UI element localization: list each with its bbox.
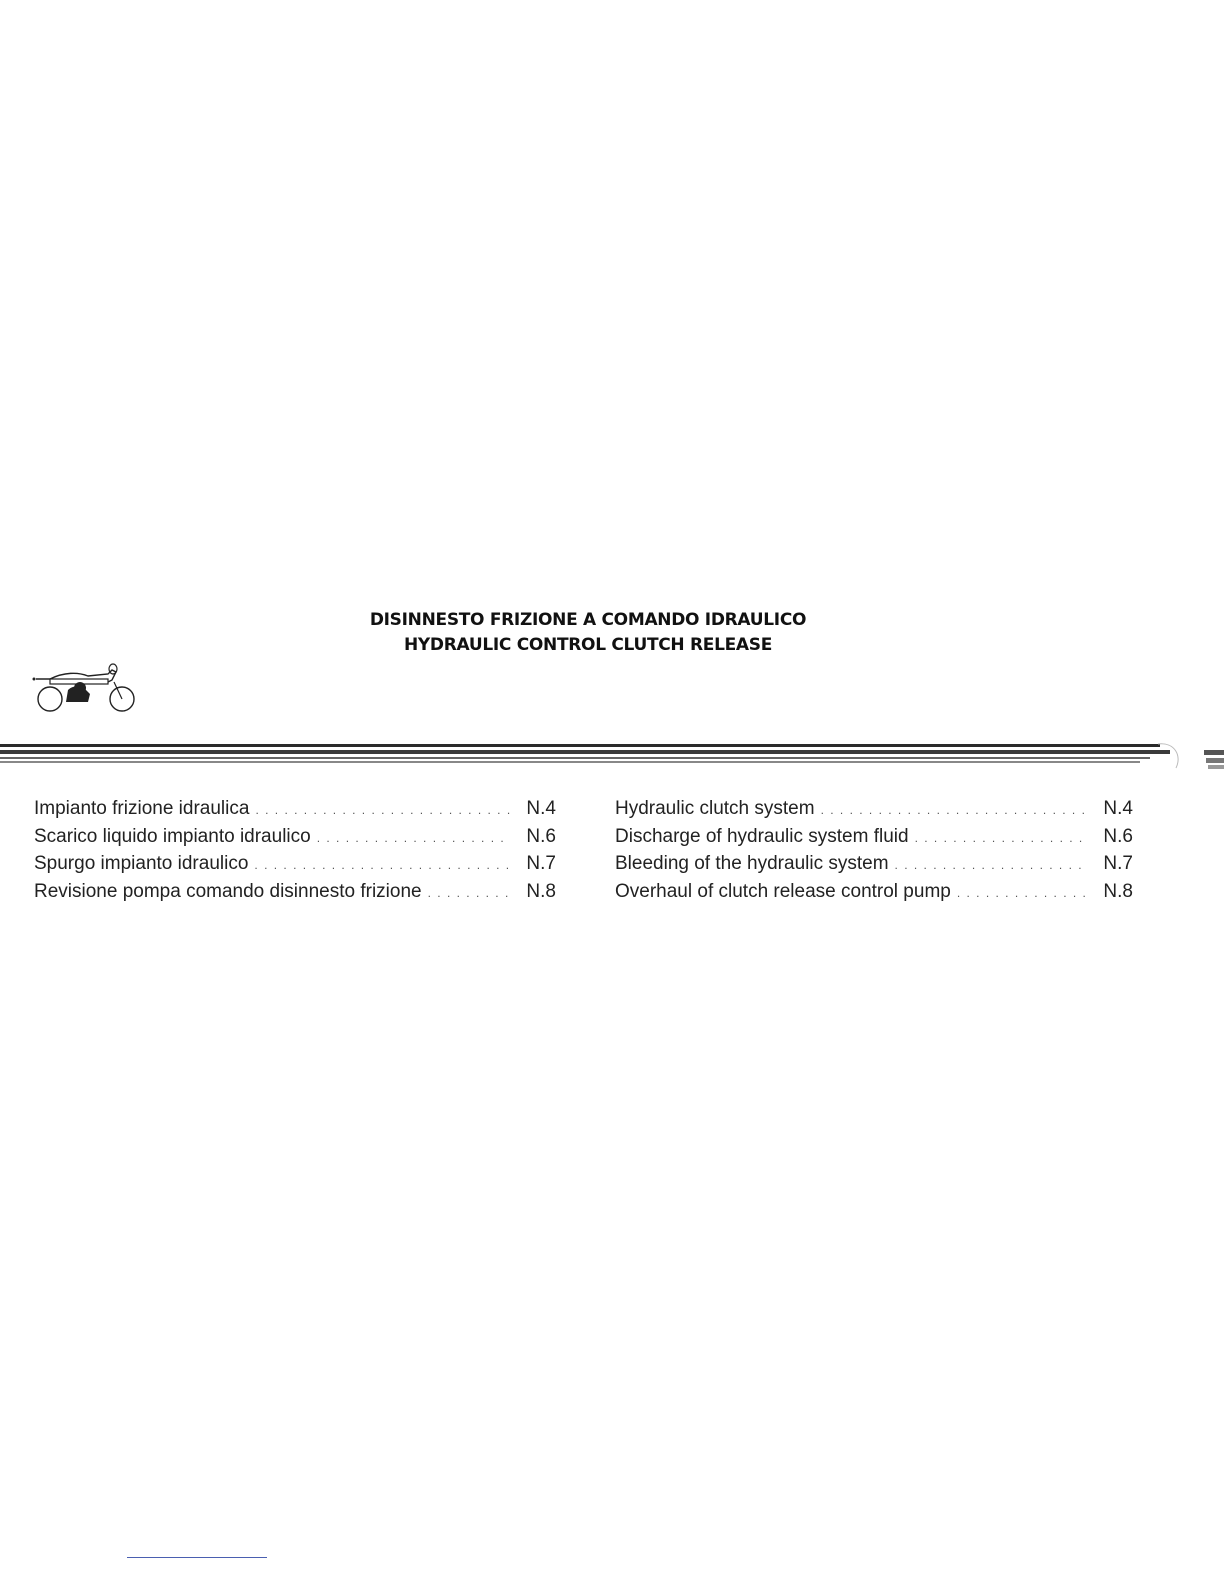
leader-dots [428, 881, 510, 907]
leader-dots [915, 826, 1087, 852]
entry-ref: N.7 [526, 853, 556, 874]
entry-title: Impianto frizione idraulica [34, 798, 250, 819]
entry-ref: N.6 [1103, 825, 1133, 847]
contents-entry[interactable] [34, 824, 556, 852]
leader-dots [317, 826, 510, 852]
leader-dots [957, 881, 1087, 907]
title-italian: DISINNESTO FRIZIONE A COMANDO IDRAULICO [369, 610, 807, 630]
header-rule [0, 742, 1224, 772]
contents-entry[interactable] [615, 879, 1133, 907]
leader-dots [821, 798, 1087, 824]
section-titles [0, 608, 1176, 658]
contents-entry[interactable] [34, 796, 556, 824]
entry-title: Bleeding of the hydraulic system [615, 853, 889, 874]
leader-dots [254, 853, 510, 879]
leader-dots [255, 798, 510, 824]
entry-ref: N.4 [1103, 798, 1133, 819]
contents-entry[interactable] [34, 879, 556, 907]
entry-title: Discharge of hydraulic system fluid [615, 825, 909, 847]
contents-list-italian [34, 796, 556, 906]
entry-title: Spurgo impianto idraulico [34, 853, 249, 874]
contents-list-english [615, 796, 1133, 906]
contents-entry[interactable] [615, 851, 1133, 879]
entry-title: Revisione pompa comando disinnesto frizione [34, 880, 422, 902]
leader-dots [895, 853, 1087, 879]
title-english: HYDRAULIC CONTROL CLUTCH RELEASE [403, 635, 773, 655]
page-edge-tab [1184, 748, 1224, 772]
entry-ref: N.7 [1103, 853, 1133, 874]
entry-ref: N.8 [526, 880, 556, 902]
contents-entry[interactable] [615, 824, 1133, 852]
entry-title: Scarico liquido impianto idraulico [34, 825, 311, 847]
entry-title: Overhaul of clutch release control pump [615, 880, 951, 902]
footer-rule [127, 1557, 267, 1558]
motorcycle-icon [30, 660, 140, 720]
entry-ref: N.4 [526, 798, 556, 819]
entry-title: Hydraulic clutch system [615, 798, 815, 819]
contents-entry[interactable] [34, 851, 556, 879]
entry-ref: N.8 [1103, 880, 1133, 902]
contents-entry[interactable] [615, 796, 1133, 824]
entry-ref: N.6 [526, 825, 556, 847]
